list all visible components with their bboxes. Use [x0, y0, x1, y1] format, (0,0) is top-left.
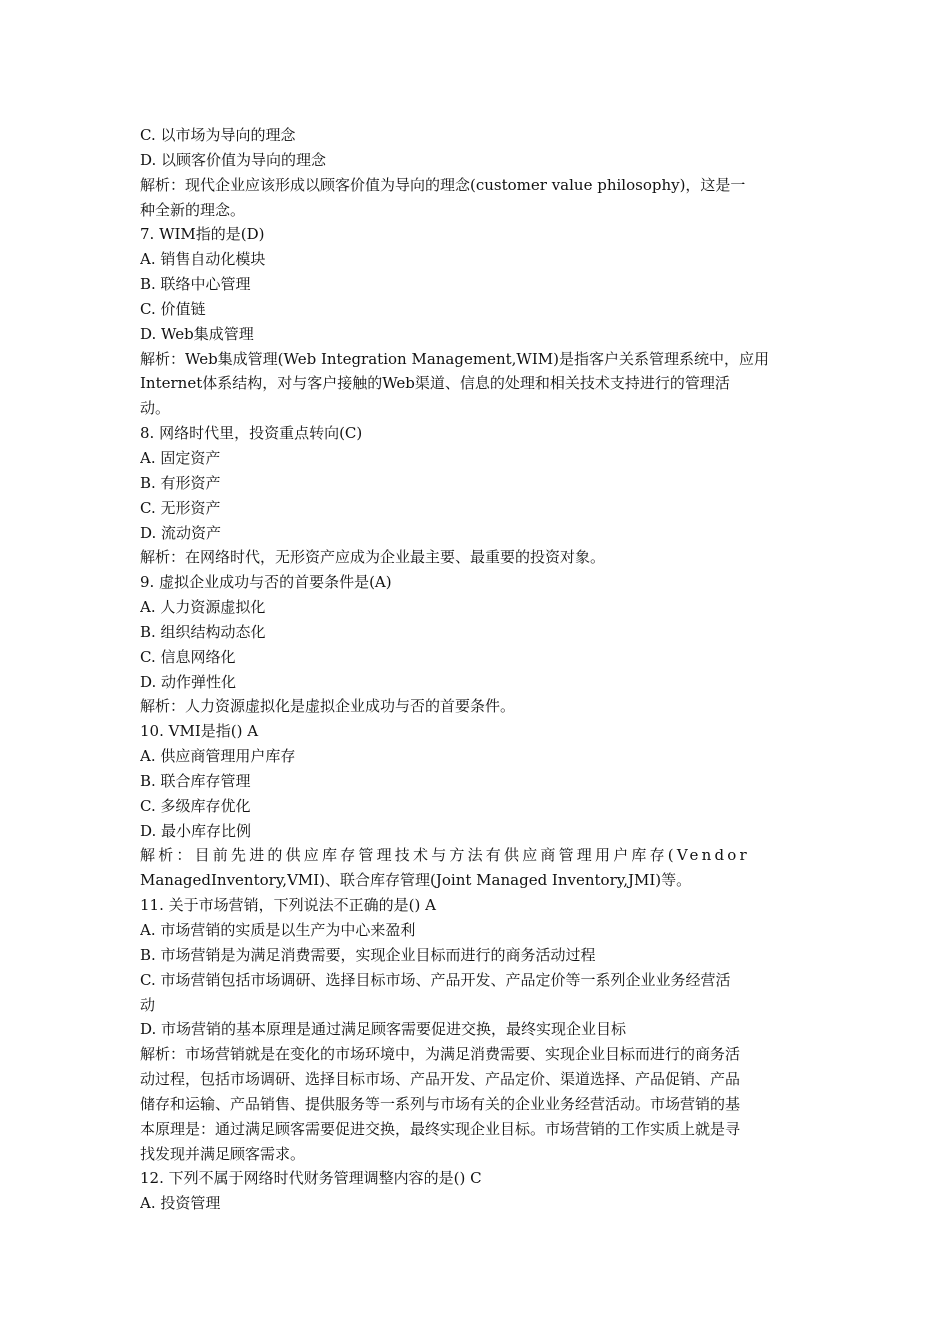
analysis-q11-line4: 本原理是：通过满足顾客需要促进交换，最终实现企业目标。市场营销的工作实质上就是寻	[140, 1119, 741, 1138]
option-d-q7: D. Web集成管理	[140, 324, 254, 343]
option-d-q11: D. 市场营销的基本原理是通过满足顾客需要促进交换，最终实现企业目标	[140, 1020, 627, 1039]
option-a-q7: A. 销售自动化模块	[140, 250, 266, 269]
option-a-q10: A. 供应商管理用户库存	[140, 747, 296, 766]
option-b-q9: B. 组织结构动态化	[140, 622, 266, 641]
option-b-q10: B. 联合库存管理	[140, 771, 251, 790]
option-c-q11-line1: C. 市场营销包括市场调研、选择目标市场、产品开发、产品定价等一系列企业业务经营活	[140, 970, 731, 989]
analysis-q11-line2: 动过程，包括市场调研、选择目标市场、产品开发、产品定价、渠道选择、产品促销、产品	[140, 1070, 741, 1089]
option-c-q7: C. 价值链	[140, 299, 206, 318]
analysis-q11-line1: 解析：市场营销就是在变化的市场环境中，为满足消费需要、实现企业目标而进行的商务活	[140, 1045, 741, 1064]
analysis-q10-line2: ManagedInventory,VMI)、联合库存管理(Joint Managed Inventory,JMI)等。	[140, 871, 692, 890]
option-b-q11: B. 市场营销是为满足消费需要，实现企业目标而进行的商务活动过程	[140, 945, 596, 964]
analysis-q11-line5: 找发现并满足顾客需求。	[140, 1144, 306, 1163]
option-a-q9: A. 人力资源虚拟化	[140, 598, 266, 617]
option-d-q8: D. 流动资产	[140, 523, 222, 542]
analysis-q7-line3: 动。	[140, 399, 171, 418]
option-d-q9: D. 动作弹性化	[140, 672, 237, 691]
analysis-q10-line1: 解析：目前先进的供应库存管理技术与方法有供应商管理用户库存(Vendor	[140, 846, 750, 865]
option-b-q8: B. 有形资产	[140, 473, 221, 492]
question-12: 12. 下列不属于网络时代财务管理调整内容的是() C	[140, 1169, 482, 1188]
option-b-q7: B. 联络中心管理	[140, 275, 251, 294]
option-a-q8: A. 固定资产	[140, 448, 221, 467]
option-c-q10: C. 多级库存优化	[140, 796, 251, 815]
question-9: 9. 虚拟企业成功与否的首要条件是(A)	[140, 573, 392, 592]
analysis-q11-line3: 储存和运输、产品销售、提供服务等一系列与市场有关的企业业务经营活动。市场营销的基	[140, 1094, 741, 1113]
question-10: 10. VMI是指() A	[140, 722, 259, 741]
question-7: 7. WIM指的是(D)	[140, 225, 265, 244]
question-11: 11. 关于市场营销，下列说法不正确的是() A	[140, 896, 436, 915]
document-body	[140, 123, 812, 1216]
option-d-q6: D. 以顾客价值为导向的理念	[140, 150, 327, 169]
analysis-q6-line1: 解析：现代企业应该形成以顾客价值为导向的理念(customer value philosophy)，这是一	[140, 175, 746, 194]
analysis-q6-line2: 种全新的理念。	[140, 200, 246, 219]
analysis-q9: 解析：人力资源虚拟化是虚拟企业成功与否的首要条件。	[140, 697, 516, 716]
question-8: 8. 网络时代里，投资重点转向(C)	[140, 424, 363, 443]
option-a-q12: A. 投资管理	[140, 1194, 221, 1213]
option-a-q11: A. 市场营销的实质是以生产为中心来盈利	[140, 921, 416, 939]
analysis-q7-line2: Internet体系结构，对与客户接触的Web渠道、信息的处理和相关技术支持进行的管理活	[140, 374, 730, 393]
analysis-q8: 解析：在网络时代，无形资产应成为企业最主要、最重要的投资对象。	[140, 548, 606, 567]
analysis-q7-line1: 解析：Web集成管理(Web Integration Management,WIM)是指客户关系管理系统中，应用	[140, 349, 769, 368]
option-c-q8: C. 无形资产	[140, 498, 221, 517]
option-c-q11-line2: 动	[140, 995, 156, 1014]
option-d-q10: D. 最小库存比例	[140, 821, 252, 840]
option-c-q6: C. 以市场为导向的理念	[140, 126, 296, 144]
option-c-q9: C. 信息网络化	[140, 647, 236, 666]
